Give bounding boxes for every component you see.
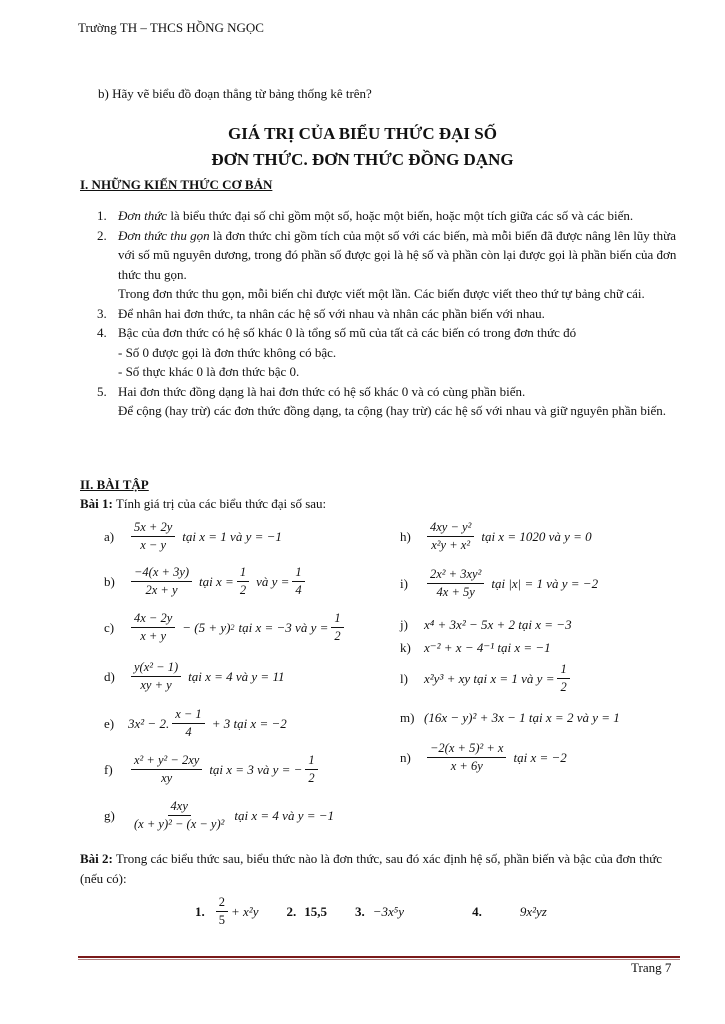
theory-list [80, 206, 680, 421]
theory-item: 1. Đơn thức là biểu thức đại số chỉ gồm một số, hoặc một biến, hoặc một tích giữa các số và các biến. [110, 206, 680, 226]
exercise-a: a) $\frac{5x + 2y}{x - y}$ tại x = 1 và y = −1 [104, 520, 282, 552]
theory-item: 5. Hai đơn thức đồng dạng là hai đơn thức có hệ số khác 0 và có cùng phần biến. Để cộng (hay trừ) các đơn thức đồng dạng, ta cộng (hay trừ) các hệ số với nhau và giữ nguyên phần biến. [110, 382, 680, 421]
bai2-prompt: Bài 2: Trong các biểu thức sau, biểu thức nào là đơn thức, sau đó xác định hệ số, phần biến và bậc của đơn thức (nếu có): [80, 851, 663, 886]
footer-rule [78, 956, 680, 958]
exercise-f: f) $\frac{\text{x² + y² − 2xy}}{xy}$ tại x = 3 và y = − $\frac{1}{2}$ [104, 753, 321, 786]
section-heading-exercises: II. BÀI TẬP [80, 477, 149, 492]
exercise-h: h) $\frac{\text{4xy − y²}}{\text{x²y + x²}}$ tại x = 1020 và y = 0 [400, 520, 592, 552]
exercise-e: e) 3x² − 2. $\frac{x - 1}{4}$ + 3 tại x = −2 [104, 707, 287, 739]
exercise-j: j) x⁴ + 3x² − 5x + 2 tại x = −3 [400, 617, 572, 632]
bai2-items [195, 895, 575, 928]
title-line-2: ĐƠN THỨC. ĐƠN THỨC ĐỒNG DẠNG [211, 150, 514, 169]
theory-item: 3. Để nhân hai đơn thức, ta nhân các hệ số với nhau và nhân các phần biến với nhau. [110, 304, 680, 324]
theory-item: 4. Bậc của đơn thức có hệ số khác 0 là tổng số mũ của tất cả các biến có trong đơn thức đó - Số 0 được gọi là đơn thức không có bậc. - Số thực khác 0 là đơn thức bậc 0. [110, 323, 680, 382]
previous-question: b) Hãy vẽ biểu đồ đoạn thẳng từ bảng thống kê trên? [98, 86, 372, 101]
bai2-item-2: 2. 15,5 [286, 903, 327, 919]
exercise-i: i) $\frac{\text{2x² + 3xy²}}{4x + 5y}$ tại |x| = 1 và y = −2 [400, 567, 599, 599]
bai2-item-3: 3. −3x⁵y [354, 903, 405, 919]
title-line-1: GIÁ TRỊ CỦA BIỂU THỨC ĐẠI SỐ [228, 124, 497, 143]
exercise-c: c) $\frac{4x - 2y}{x + y}$ − (5 + y) 2 tại x = −3 và y = $\frac{1}{2}$ [104, 611, 347, 644]
exercise-n: n) $\frac{\text{−2(x + 5)² + x}}{x + 6y}$ tại x = −2 [400, 741, 567, 773]
theory-item: 2. Đơn thức thu gọn là đơn thức chỉ gồm tích của một số với các biến, mà mỗi biến đã được nâng lên lũy thừa với số mũ nguyên dương, trong đó phần số được gọi là hệ số và phần còn lại được gọi là phần biến của đơn thức thu gọn. Trong đơn thức thu gọn, mỗi biến chỉ được viết một lần. Các biến được viết theo thứ tự bảng chữ cái. [110, 226, 680, 304]
exercise-b: b) $\frac{-4(x + 3y)}{2x + y}$ tại x = $\frac{1}{2}$ và y = $\frac{1}{4}$ [104, 565, 308, 598]
page-number: Trang 7 [631, 960, 672, 975]
section-heading-theory: I. NHỮNG KIẾN THỨC CƠ BẢN [80, 177, 273, 192]
header-school: Trường TH – THCS HỒNG NGỌC [78, 20, 264, 35]
exercise-g: g) $\frac{4xy}{\text{(x + y)² − (x − y)²}}$ tại x = 4 và y = −1 [104, 799, 335, 831]
bai2-item-4: 4. 9x²yz [472, 903, 547, 919]
exercise-k: k) x⁻² + x − 4⁻¹ tại x = −1 [400, 640, 551, 655]
footer-rule-thin [78, 959, 680, 960]
bai2-item-1: 1. $\frac{2}{5}$ + x²y [195, 895, 259, 927]
bai1-prompt: Bài 1: Tính giá trị của các biểu thức đại số sau: [80, 496, 327, 511]
exercise-m: m) (16x − y)² + 3x − 1 tại x = 2 và y = 1 [400, 710, 620, 725]
exercise-l: l) x²y³ + xy tại x = 1 và y = $\frac{1}{2}$ [400, 662, 573, 695]
exercise-d: d) $\frac{\text{y(x² − 1)}}{xy + y}$ tại x = 4 và y = 11 [104, 660, 285, 692]
